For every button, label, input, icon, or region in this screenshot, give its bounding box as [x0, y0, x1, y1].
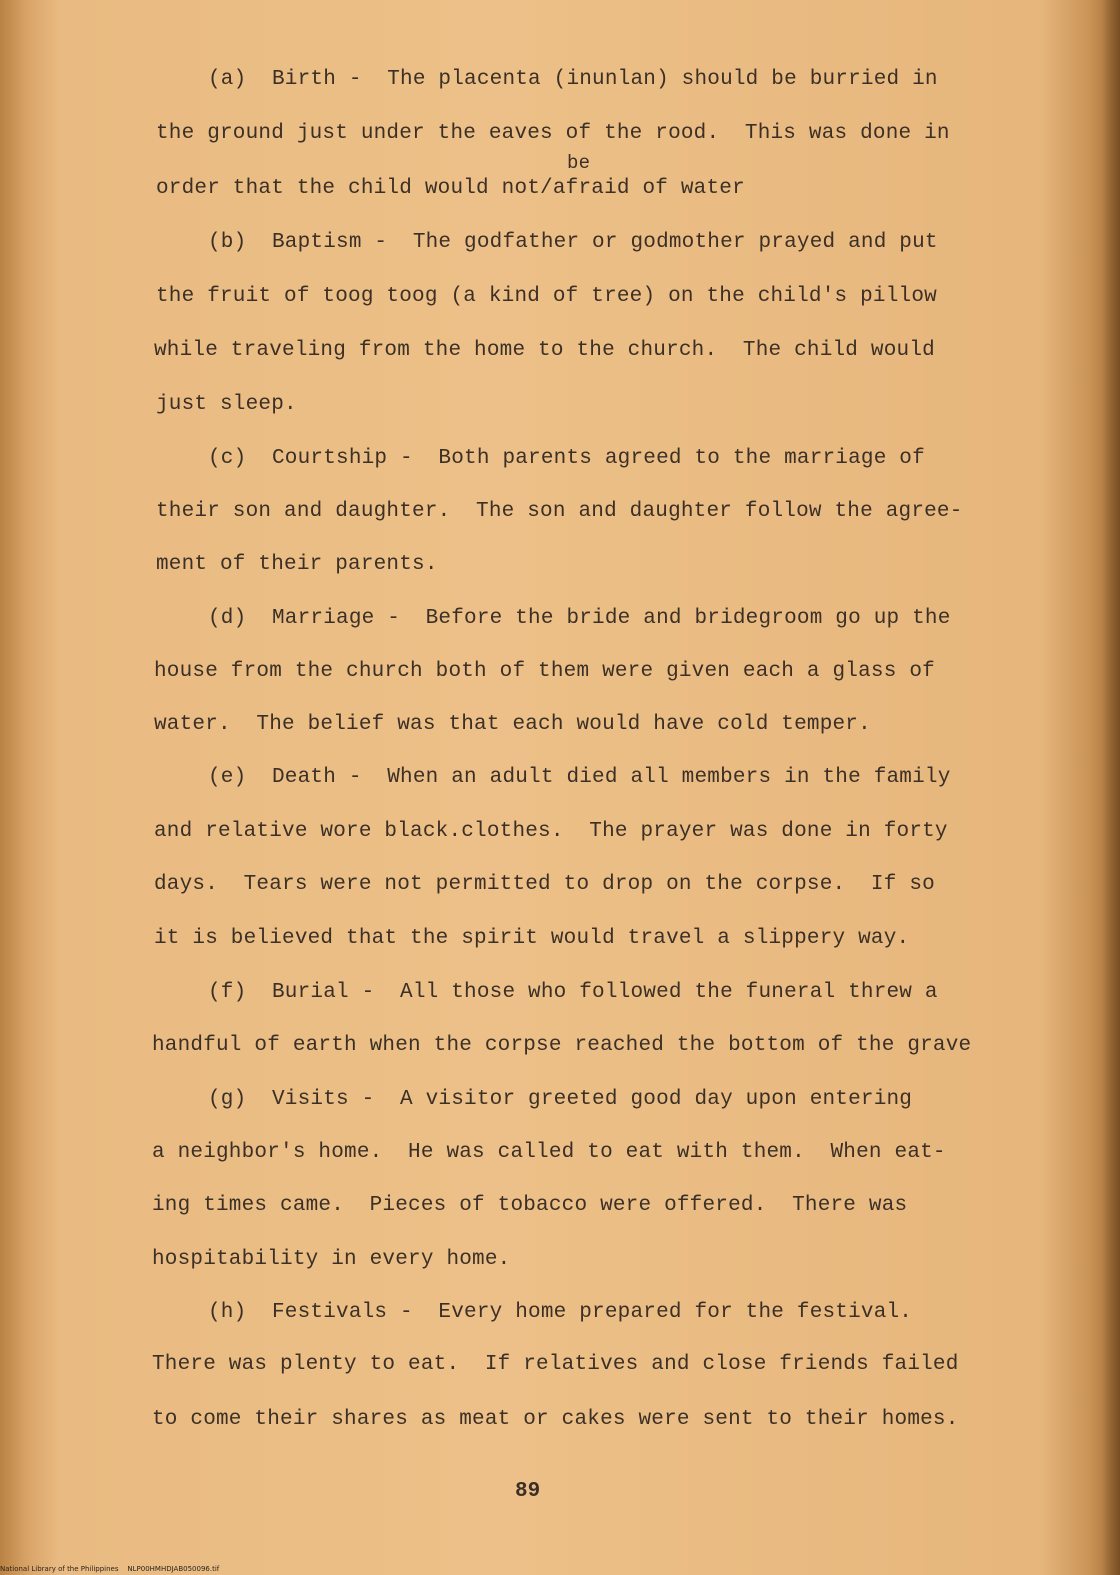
text-line: and relative wore black.clothes. The prayer was done in forty	[154, 820, 948, 843]
text-line: ing times came. Pieces of tobacco were offered. There was	[152, 1194, 908, 1217]
scan-footer: National Library of the Philippines NLP00HMHDJAB050096.tif	[0, 1565, 220, 1573]
text-line: a neighbor's home. He was called to eat with them. When eat-	[152, 1141, 946, 1164]
text-line: just sleep.	[156, 393, 297, 416]
text-line: (c) Courtship - Both parents agreed to the marriage of	[208, 447, 925, 470]
page-number: 89	[515, 1480, 541, 1503]
text-line: (a) Birth - The placenta (inunlan) should be burried in	[208, 68, 938, 91]
text-line: their son and daughter. The son and daughter follow the agree-	[156, 500, 963, 523]
text-line: hospitability in every home.	[152, 1248, 511, 1271]
text-line: water. The belief was that each would have cold temper.	[154, 713, 871, 736]
text-line: house from the church both of them were given each a glass of	[154, 660, 935, 683]
page-binding-shadow	[1102, 0, 1120, 1575]
text-line: while traveling from the home to the church. The child would	[154, 339, 935, 362]
text-line: to come their shares as meat or cakes were sent to their homes.	[152, 1408, 959, 1431]
text-line: (b) Baptism - The godfather or godmother prayed and put	[208, 231, 938, 254]
text-line: order that the child would not/afraid of water	[156, 177, 745, 200]
text-line: (g) Visits - A visitor greeted good day upon entering	[208, 1088, 913, 1111]
text-line: the ground just under the eaves of the rood. This was done in	[156, 122, 950, 145]
text-line: it is believed that the spirit would travel a slippery way.	[154, 927, 910, 950]
text-line: (d) Marriage - Before the bride and bridegroom go up the	[208, 607, 951, 630]
text-insertion: be	[567, 152, 591, 174]
text-line: handful of earth when the corpse reached the bottom of the grave	[152, 1034, 972, 1057]
text-line: ment of their parents.	[156, 553, 438, 576]
text-line: days. Tears were not permitted to drop on the corpse. If so	[154, 873, 935, 896]
text-line: (h) Festivals - Every home prepared for the festival.	[208, 1301, 913, 1324]
text-line: the fruit of toog toog (a kind of tree) on the child's pillow	[156, 285, 937, 308]
text-line: (e) Death - When an adult died all members in the family	[208, 766, 951, 789]
text-line: (f) Burial - All those who followed the funeral threw a	[208, 981, 938, 1004]
text-line: There was plenty to eat. If relatives and close friends failed	[152, 1353, 959, 1376]
